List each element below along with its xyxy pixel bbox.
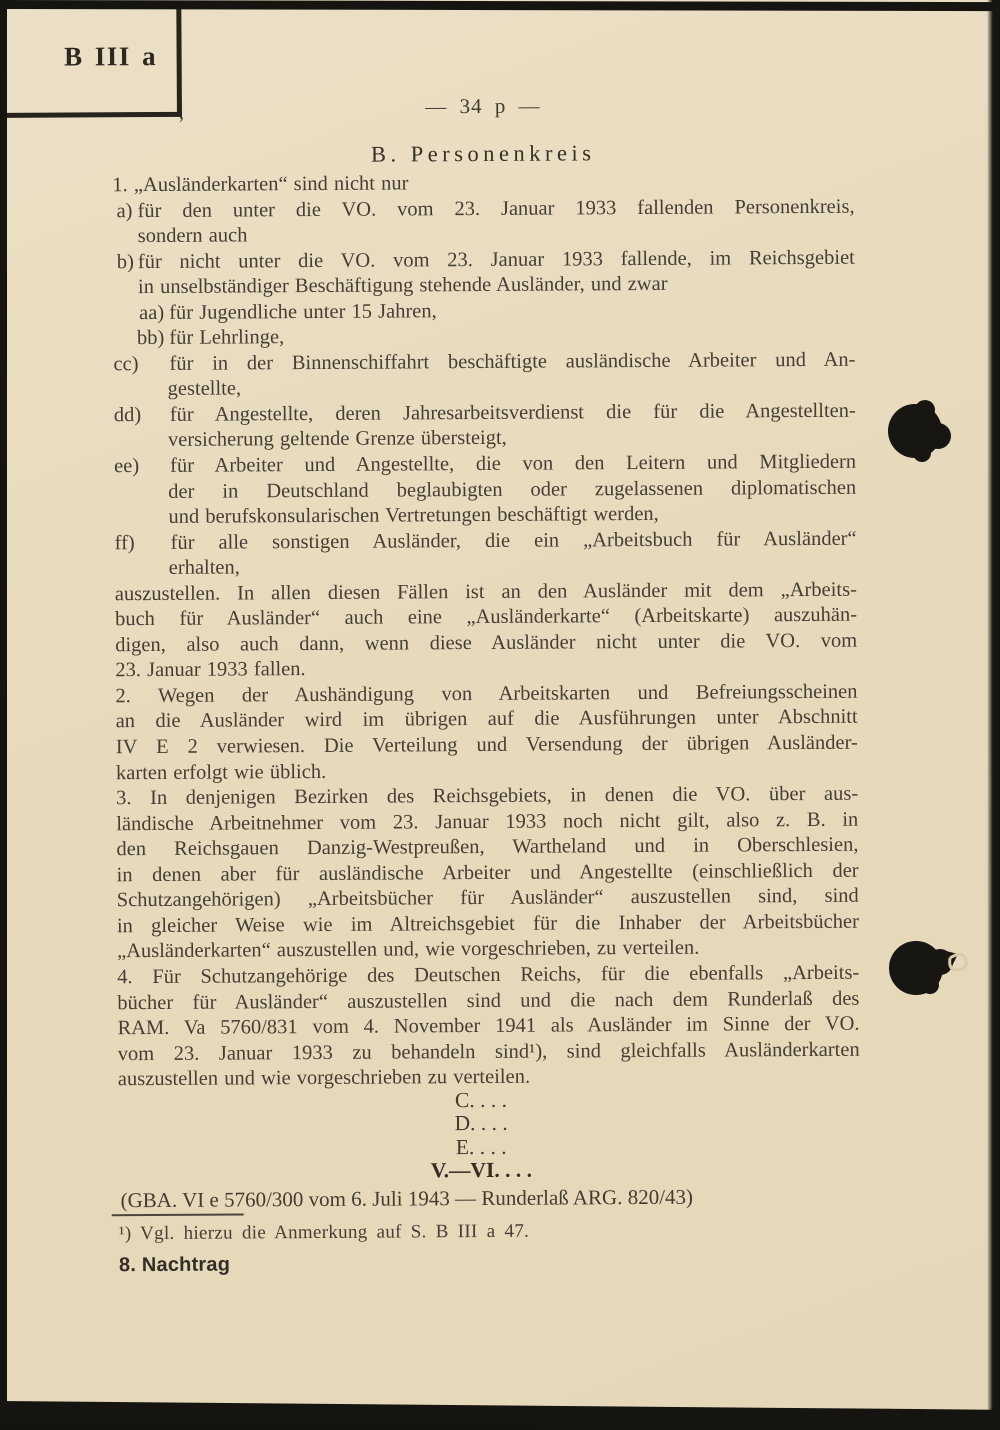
text-line: 1. „Ausländerkarten“ sind nicht nur — [112, 172, 409, 197]
supplement-label: 8. Nachtrag — [118, 1253, 231, 1277]
text-line: digen, also auch dann, wenn diese Ausländer nicht unter die VO. vom — [115, 629, 858, 657]
text-line: ee) für Arbeiter und Angestellte, die von den Leitern und Mitgliedern — [114, 450, 856, 480]
text-line: Schutzangehörigen) „Arbeitsbücher für Ausländer“ auszustellen sind, sind — [116, 885, 859, 912]
text-line: bücher für Ausländer“ auszustellen sind und die nach dem Runderlaß des — [117, 987, 860, 1014]
text-line: auszustellen. In allen diesen Fällen ist an den Ausländer mit dem „Arbeits- — [114, 578, 857, 605]
scan-edge-left — [0, 0, 7, 1417]
text-line: in unselbständiger Beschäftigung stehende Ausländer, und zwar — [137, 273, 668, 299]
footnote: ¹) Vgl. hierzu die Anmerkung auf S. B III a 47. — [118, 1220, 530, 1245]
text-line: in denen aber für ausländische Arbeiter und Angestellte (einschließlich der — [116, 859, 859, 886]
source-reference: (GBA. VI e 5760/300 vom 6. Juli 1943 — Runderlaß ARG. 820/43) — [120, 1184, 694, 1213]
center-line: V.—VI. . . . — [430, 1157, 533, 1183]
list-marker: ee) — [114, 455, 140, 478]
page-number: — 34 p — — [425, 93, 541, 119]
text-line: ländische Arbeitnehmer vom 23. Januar 1933 noch nicht gilt, also z. B. in — [116, 808, 859, 835]
ink-blot-1 — [880, 395, 960, 470]
list-marker: cc) — [113, 352, 139, 376]
text-line: den Reichsgauen Danzig-Westpreußen, Wartheland und in Oberschlesien, — [116, 833, 859, 861]
text-line: 23. Januar 1933 fallen. — [115, 658, 306, 682]
text-line: versicherung geltende Grenze übersteigt, — [167, 427, 507, 452]
text-line: b) für nicht unter die VO. vom 23. Januar 1933 fallende, im Reichsgebiet — [113, 245, 855, 275]
center-lines — [110, 1087, 853, 1185]
text-line: in gleicher Weise wie im Altreichsgebiet für die Inhaber der Arbeitsbücher — [116, 910, 859, 938]
scan-edge-right — [987, 0, 1000, 1417]
text-line: sondern auch — [137, 224, 248, 248]
list-marker: b) — [116, 250, 135, 273]
text-line: IV E 2 verwiesen. Die Verteilung und Versendung der übrigen Ausländer- — [115, 731, 858, 759]
text-line: und berufskonsularischen Vertretungen beschäftigt werden, — [168, 503, 659, 529]
ink-blot-2 — [880, 932, 975, 1007]
text-line: 2. Wegen der Aushändigung von Arbeitskarten und Befreiungsscheinen — [115, 680, 858, 708]
text-line: aa) für Jugendliche unter 15 Jahren, — [113, 296, 855, 326]
text-line: ff) für alle sonstigen Ausländer, die ein „Arbeitsbuch für Ausländer“ — [115, 526, 857, 556]
footnote-rule — [112, 1213, 244, 1216]
body-text — [112, 169, 860, 1093]
list-marker: dd) — [113, 403, 142, 427]
text-line: dd) für Angestellte, deren Jahresarbeitsverdienst die für die Angestellten- — [114, 399, 856, 429]
text-line: an die Ausländer wird im übrigen auf die Ausführungen unter Abschnitt — [115, 706, 858, 733]
text-line: buch für Ausländer“ auch eine „Ausländerkarte“ (Arbeitskarte) auszuhän- — [114, 604, 858, 631]
text-line: bb) für Lehrlinge, — [113, 322, 855, 352]
text-line: der in Deutschland beglaubigten oder zugelassenen diplomatischen — [168, 476, 857, 503]
text-line: 4. Für Schutzangehörige des Deutschen Reichs, für die ebenfalls „Arbeits- — [117, 961, 860, 989]
text-line: auszustellen und wie vorgeschrieben zu verteilen. — [117, 1065, 531, 1091]
text-line: karten erfolgt wie üblich. — [115, 760, 327, 784]
center-line: C. . . . — [454, 1087, 508, 1113]
list-marker: a) — [116, 199, 133, 222]
section-heading: B. Personenkreis — [370, 140, 596, 167]
text-line: cc) für in der Binnenschiffahrt beschäftigte ausländische Arbeiter und An- — [113, 348, 855, 378]
list-marker: aa) — [139, 301, 165, 324]
list-marker: bb) — [136, 327, 165, 350]
text-line: 3. In denjenigen Bezirken des Reichsgebiets, in denen die VO. über aus- — [116, 782, 859, 810]
text-line: gestellte, — [167, 377, 242, 401]
center-line: E. . . . — [455, 1134, 507, 1159]
text-line: „Ausländerkarten“ auszustellen und, wie vorgeschrieben, zu verteilen. — [117, 937, 700, 963]
text-line: a) für den unter die VO. vom 23. Januar 1933 fallenden Personenkreis, — [112, 194, 854, 224]
text-line: erhalten, — [168, 556, 240, 580]
stray-mark: , — [178, 101, 185, 124]
section-box-label: B III a — [63, 40, 158, 72]
list-marker: ff) — [114, 531, 135, 554]
text-line: RAM. Va 5760/831 vom 4. November 1941 als Ausländer im Sinne der VO. — [117, 1012, 860, 1040]
text-line: vom 23. Januar 1933 zu behandeln sind¹), sind gleichfalls Ausländerkarten — [117, 1038, 860, 1065]
center-line: D. . . . — [454, 1111, 508, 1136]
